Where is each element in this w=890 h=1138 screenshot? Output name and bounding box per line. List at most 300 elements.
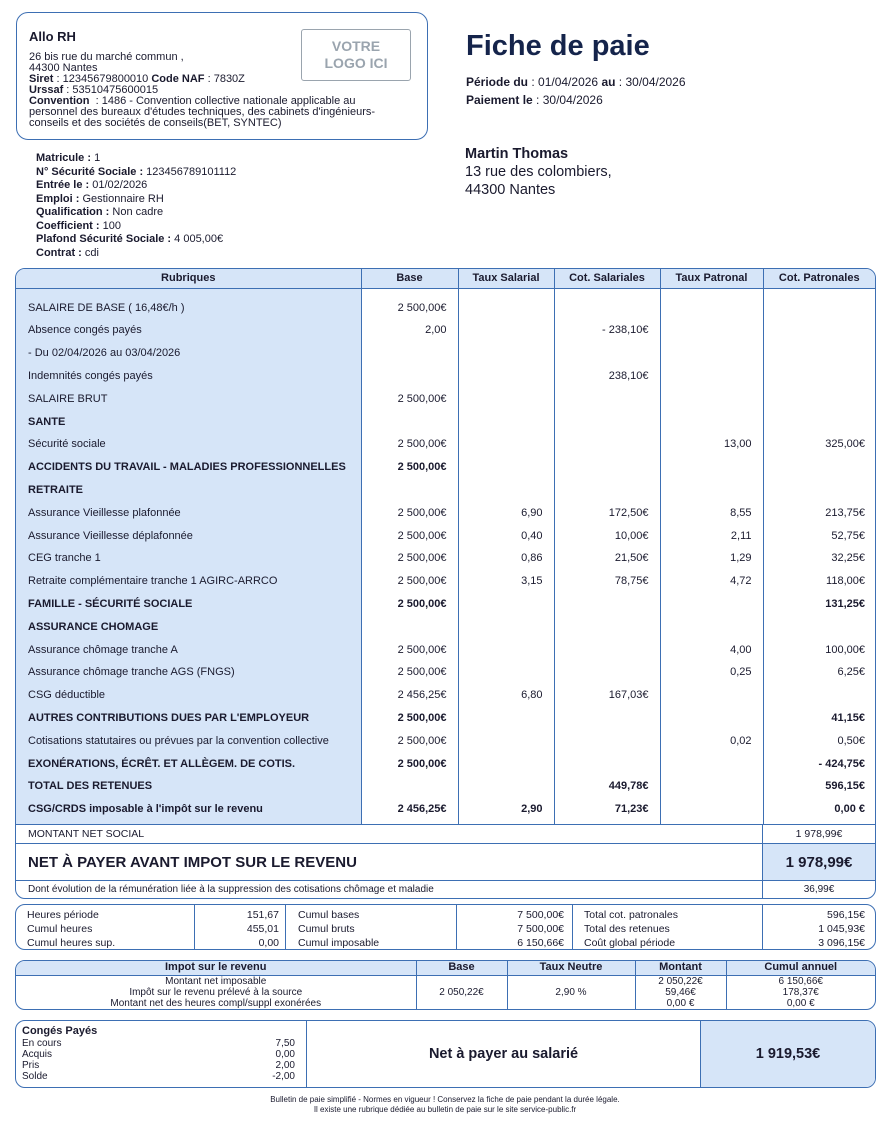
cumul-label: Cumul heures bbox=[27, 923, 93, 935]
net-pay-label: Net à payer au salarié bbox=[307, 1021, 701, 1087]
table-cell: 325,00€ bbox=[825, 438, 865, 451]
period-line: Période du : 01/04/2026 au : 30/04/2026 bbox=[466, 75, 686, 89]
recipient-street: 13 rue des colombiers, bbox=[465, 164, 612, 180]
logo-placeholder bbox=[301, 29, 411, 81]
income-tax-header-row bbox=[16, 961, 875, 975]
urssaf-label: Urssaf bbox=[29, 84, 64, 96]
cumul-label: Heures période bbox=[27, 909, 99, 921]
column-header: Taux Neutre bbox=[507, 961, 635, 975]
tax-amount: 0,00 € bbox=[666, 997, 695, 1009]
table-cell: 238,10€ bbox=[554, 365, 660, 388]
table-cell: 2 500,00€ bbox=[361, 638, 458, 661]
net-before-tax-value: 1 978,99€ bbox=[763, 844, 875, 880]
recipient-name: Martin Thomas bbox=[465, 146, 569, 162]
paid-leave-label: Pris bbox=[22, 1060, 40, 1071]
employer-convention: Convention : 1486 - Convention collective nationale applicable au personnel des bureaux d'études techniques, des cabinets d'ingénieurs-conseils et des sociétés de conseils(BET, SYNTEC) bbox=[29, 95, 376, 129]
employer-address-line1: 26 bis rue du marché commun , bbox=[29, 51, 184, 63]
tax-rate: 2,90 % bbox=[507, 975, 635, 1009]
net-social-value: 1 978,99€ bbox=[795, 827, 843, 840]
table-row bbox=[16, 479, 875, 502]
table-cell bbox=[763, 479, 875, 502]
employee-field-value: Non cadre bbox=[112, 206, 164, 218]
paid-leave-line bbox=[22, 1071, 295, 1082]
table-cell bbox=[763, 342, 875, 365]
table-row bbox=[16, 501, 875, 524]
table-cell: 2,11 bbox=[660, 524, 763, 547]
cumul-value: 596,15€ bbox=[827, 909, 865, 921]
rubrique-label: Cotisations statutaires ou prévues par la convention collective bbox=[16, 729, 361, 752]
employee-field-value: Gestionnaire RH bbox=[82, 192, 164, 205]
table-cell: 2,90 bbox=[458, 798, 554, 824]
paid-leave-value: -2,00 bbox=[272, 1071, 295, 1082]
table-cell bbox=[554, 387, 660, 410]
rubrique-label: Assurance Vieillesse déplafonnée bbox=[16, 524, 361, 547]
income-tax-row bbox=[16, 975, 875, 1009]
rubrique-label: Assurance chômage tranche A bbox=[16, 638, 361, 661]
rubrique-label: TOTAL DES RETENUES bbox=[16, 775, 361, 798]
cumul-value: 0,00 bbox=[258, 937, 279, 949]
table-cell: 78,75€ bbox=[554, 570, 660, 593]
cumul-label: Cumul heures sup. bbox=[27, 937, 116, 949]
column-header: Cumul annuel bbox=[726, 961, 875, 975]
table-cell: 1,29 bbox=[660, 547, 763, 570]
employee-field-label: Matricule bbox=[36, 152, 85, 164]
rubrique-label: Assurance Vieillesse plafonnée bbox=[16, 501, 361, 524]
employee-field-label: Plafond Sécurité Sociale bbox=[36, 233, 165, 245]
table-cell bbox=[458, 410, 554, 433]
table-cell: 596,15€ bbox=[825, 780, 865, 793]
paid-leave-line bbox=[22, 1038, 295, 1049]
table-cell bbox=[660, 288, 763, 319]
net-social-label: MONTANT NET SOCIAL bbox=[16, 825, 763, 843]
evolution-value: 36,99€ bbox=[803, 883, 835, 895]
table-row bbox=[16, 615, 875, 638]
table-row bbox=[16, 387, 875, 410]
cumul-value: 7 500,00€ bbox=[517, 923, 564, 935]
table-cell: 213,75€ bbox=[825, 506, 865, 519]
table-cell: 0,50€ bbox=[837, 734, 865, 747]
table-cell bbox=[458, 615, 554, 638]
table-row bbox=[16, 775, 875, 798]
paid-leave-label: Acquis bbox=[22, 1049, 53, 1060]
table-cell bbox=[361, 775, 458, 798]
cumul-label: Coût global période bbox=[584, 937, 676, 949]
table-row bbox=[16, 365, 875, 388]
employer-siret-line: Siret : 12345679800010 Code NAF : 7830Z bbox=[29, 73, 245, 85]
rubrique-label: ACCIDENTS DU TRAVAIL - MALADIES PROFESSIONNELLES bbox=[16, 456, 361, 479]
totals-labels bbox=[573, 905, 763, 949]
table-cell bbox=[554, 729, 660, 752]
income-tax-box bbox=[15, 960, 876, 1010]
page-title: Fiche de paie bbox=[466, 30, 650, 62]
rubrique-label: SALAIRE BRUT bbox=[16, 387, 361, 410]
table-cell bbox=[660, 593, 763, 616]
bases-labels bbox=[286, 905, 457, 949]
employee-field-value: 1 bbox=[94, 152, 101, 164]
paid-leave-value: 2,00 bbox=[275, 1060, 295, 1071]
tax-base: 2 050,22€ bbox=[416, 975, 507, 1009]
table-cell: - 238,10€ bbox=[554, 319, 660, 342]
table-cell: 0,00 € bbox=[834, 803, 865, 816]
table-cell bbox=[458, 775, 554, 798]
tax-annual-value: 0,00 € bbox=[786, 997, 815, 1009]
payment-label: Paiement le bbox=[466, 93, 533, 107]
employee-field-value: 4 005,00€ bbox=[174, 233, 224, 245]
totals-values bbox=[763, 905, 875, 949]
recipient-address bbox=[465, 145, 612, 199]
employee-field-label: Entrée le bbox=[36, 179, 83, 191]
paid-leave-value: 7,50 bbox=[275, 1038, 295, 1049]
table-cell: 0,02 bbox=[660, 729, 763, 752]
table-cell bbox=[458, 707, 554, 730]
table-row bbox=[16, 456, 875, 479]
table-cell bbox=[763, 615, 875, 638]
tax-annual-value: 178,37€ bbox=[782, 986, 819, 998]
period-end: 30/04/2026 bbox=[625, 75, 686, 89]
employee-field-label: Contrat bbox=[36, 246, 76, 259]
table-cell bbox=[361, 615, 458, 638]
employee-field-value: cdi bbox=[84, 246, 99, 259]
table-cell bbox=[660, 798, 763, 824]
table-cell: 172,50€ bbox=[554, 501, 660, 524]
table-cell: 41,15€ bbox=[831, 711, 865, 724]
period-to-label: au bbox=[601, 75, 616, 89]
net-social-row bbox=[16, 824, 875, 843]
column-header: Montant bbox=[635, 961, 726, 975]
footer-line2: Il existe une rubrique dédiée au bulletin de paie sur le site service-public.fr bbox=[313, 1104, 577, 1114]
table-row bbox=[16, 638, 875, 661]
table-cell bbox=[660, 684, 763, 707]
table-cell bbox=[458, 387, 554, 410]
table-row bbox=[16, 524, 875, 547]
table-row bbox=[16, 410, 875, 433]
table-cell bbox=[458, 729, 554, 752]
rubrique-label: EXONÉRATIONS, ÉCRÊT. ET ALLÈGEM. DE COTIS. bbox=[16, 752, 361, 775]
column-header: Impot sur le revenu bbox=[16, 961, 416, 975]
rubrique-label: Sécurité sociale bbox=[16, 433, 361, 456]
table-cell bbox=[660, 387, 763, 410]
cumul-label: Cumul bruts bbox=[298, 923, 355, 935]
table-cell: 6,80 bbox=[458, 684, 554, 707]
table-cell: 32,25€ bbox=[831, 552, 865, 565]
employee-field: Coefficient : 100 bbox=[36, 219, 121, 232]
table-cell: 2,00 bbox=[361, 319, 458, 342]
siret-value: 12345679800010 bbox=[62, 73, 149, 85]
table-row bbox=[16, 593, 875, 616]
table-row bbox=[16, 342, 875, 365]
employee-field: Entrée le : 01/02/2026 bbox=[36, 179, 148, 191]
paid-leave-line bbox=[22, 1060, 295, 1071]
table-cell: 71,23€ bbox=[554, 798, 660, 824]
table-cell: 2 500,00€ bbox=[361, 570, 458, 593]
employee-info bbox=[36, 152, 236, 260]
period-start: 01/04/2026 bbox=[538, 75, 599, 89]
table-cell: 2 500,00€ bbox=[361, 288, 458, 319]
table-cell: 2 500,00€ bbox=[361, 752, 458, 775]
naf-value: 7830Z bbox=[213, 73, 245, 85]
table-cell: 4,00 bbox=[660, 638, 763, 661]
table-cell bbox=[554, 410, 660, 433]
cumul-value: 455,01 bbox=[246, 923, 279, 935]
evolution-row bbox=[16, 880, 875, 898]
payment-date: 30/04/2026 bbox=[542, 93, 603, 107]
income-tax-labels bbox=[16, 975, 416, 1009]
rubrique-label: Indemnités congés payés bbox=[16, 365, 361, 388]
table-cell: 2 500,00€ bbox=[361, 501, 458, 524]
convention-value: 1486 - Convention collective nationale applicable au personnel des bureaux d'études techniques, des cabinets d'ingénieurs-conseils et des sociétés de conseils(BET, SYNTEC) bbox=[29, 95, 376, 129]
urssaf-value: 53510475600015 bbox=[72, 84, 159, 96]
cumul-value: 1 045,93€ bbox=[818, 923, 865, 935]
table-cell: 0,86 bbox=[458, 547, 554, 570]
table-cell: 2 500,00€ bbox=[361, 547, 458, 570]
table-cell bbox=[458, 319, 554, 342]
paid-leave-value: 0,00 bbox=[275, 1049, 295, 1060]
net-before-tax-row bbox=[16, 843, 875, 880]
column-header: Cot. Salariales bbox=[554, 269, 660, 288]
cumul-label: Cumul bases bbox=[298, 909, 360, 921]
rubrique-label: ASSURANCE CHOMAGE bbox=[16, 615, 361, 638]
logo-line2: LOGO ICI bbox=[324, 55, 388, 71]
table-row bbox=[16, 684, 875, 707]
table-cell bbox=[660, 456, 763, 479]
table-cell bbox=[458, 433, 554, 456]
table-cell bbox=[361, 479, 458, 502]
table-cell bbox=[361, 410, 458, 433]
footer-line1: Bulletin de paie simplifié - Normes en vigueur ! Conservez la fiche de paie pendant la durée légale. bbox=[270, 1095, 620, 1104]
column-header: Taux Patronal bbox=[660, 269, 763, 288]
employer-box bbox=[16, 12, 428, 140]
naf-label: Code NAF bbox=[151, 73, 205, 85]
table-cell bbox=[554, 752, 660, 775]
table-cell bbox=[554, 433, 660, 456]
rubrique-label: CSG/CRDS imposable à l'impôt sur le revenu bbox=[16, 798, 361, 824]
table-row bbox=[16, 752, 875, 775]
table-row bbox=[16, 661, 875, 684]
table-cell: 52,75€ bbox=[831, 529, 865, 542]
rubrique-label: RETRAITE bbox=[16, 479, 361, 502]
column-header: Taux Salarial bbox=[458, 269, 554, 288]
convention-label: Convention bbox=[29, 95, 90, 107]
table-cell: 2 500,00€ bbox=[361, 387, 458, 410]
period-label: Période du bbox=[466, 75, 529, 89]
rubrique-label: AUTRES CONTRIBUTIONS DUES PAR L'EMPLOYEUR bbox=[16, 707, 361, 730]
table-cell: 2 500,00€ bbox=[361, 456, 458, 479]
table-cell bbox=[660, 319, 763, 342]
table-cell bbox=[763, 319, 875, 342]
employee-field-value: 123456789101112 bbox=[146, 165, 237, 178]
table-cell: 2 500,00€ bbox=[361, 433, 458, 456]
table-cell: 10,00€ bbox=[554, 524, 660, 547]
table-cell: 118,00€ bbox=[826, 575, 865, 588]
payment-line: Paiement le : 30/04/2026 bbox=[466, 93, 603, 107]
rubrique-label: Assurance chômage tranche AGS (FNGS) bbox=[16, 661, 361, 684]
table-cell bbox=[458, 638, 554, 661]
paid-leave-summary bbox=[16, 1021, 307, 1087]
hours-labels bbox=[16, 905, 195, 949]
table-cell bbox=[458, 342, 554, 365]
cumul-label: Total des retenues bbox=[584, 923, 670, 935]
table-cell bbox=[458, 365, 554, 388]
table-cell: 8,55 bbox=[660, 501, 763, 524]
table-cell: 2 500,00€ bbox=[361, 593, 458, 616]
table-cell bbox=[763, 456, 875, 479]
table-row bbox=[16, 547, 875, 570]
table-cell: 2 500,00€ bbox=[361, 661, 458, 684]
table-cell: 6,90 bbox=[458, 501, 554, 524]
footer-note bbox=[0, 1095, 890, 1114]
column-header: Base bbox=[416, 961, 507, 975]
table-cell bbox=[660, 752, 763, 775]
tax-amount: 59,46€ bbox=[665, 986, 696, 998]
column-header: Rubriques bbox=[16, 269, 361, 288]
table-cell: 2 500,00€ bbox=[361, 524, 458, 547]
table-cell: 2 456,25€ bbox=[361, 798, 458, 824]
table-cell: 167,03€ bbox=[554, 684, 660, 707]
table-cell bbox=[458, 661, 554, 684]
employee-field: Plafond Sécurité Sociale : 4 005,00€ bbox=[36, 233, 224, 245]
net-pay-value: 1 919,53€ bbox=[701, 1021, 875, 1087]
cumul-value: 7 500,00€ bbox=[517, 909, 564, 921]
net-before-tax-label: NET À PAYER AVANT IMPOT SUR LE REVENU bbox=[16, 844, 763, 880]
table-cell bbox=[554, 342, 660, 365]
table-cell bbox=[763, 365, 875, 388]
employer-name: Allo RH bbox=[29, 29, 76, 44]
table-cell bbox=[458, 593, 554, 616]
employer-urssaf-line: Urssaf : 53510475600015 bbox=[29, 84, 159, 96]
paid-leave-line bbox=[22, 1049, 295, 1060]
table-cell bbox=[458, 456, 554, 479]
table-cell bbox=[458, 288, 554, 319]
evolution-label: Dont évolution de la rémunération liée à la suppression des cotisations chômage et maladie bbox=[16, 881, 763, 898]
table-cell: 13,00 bbox=[660, 433, 763, 456]
table-cell: 21,50€ bbox=[554, 547, 660, 570]
table-cell bbox=[660, 707, 763, 730]
table-row bbox=[16, 433, 875, 456]
column-header: Base bbox=[361, 269, 458, 288]
rubrique-label: CSG déductible bbox=[16, 684, 361, 707]
employee-field-label: Coefficient bbox=[36, 219, 93, 232]
table-cell: 131,25€ bbox=[825, 597, 865, 610]
employee-field-label: Emploi bbox=[36, 192, 73, 205]
income-tax-table bbox=[16, 961, 875, 1009]
table-cell: 2 500,00€ bbox=[361, 729, 458, 752]
table-cell bbox=[554, 615, 660, 638]
table-cell: 0,25 bbox=[660, 661, 763, 684]
employee-field-value: 100 bbox=[102, 219, 121, 232]
tax-annual bbox=[726, 975, 875, 1009]
bases-values bbox=[457, 905, 573, 949]
table-cell bbox=[763, 410, 875, 433]
cumul-value: 151,67 bbox=[246, 909, 279, 921]
tax-line-label: Impôt sur le revenu prélevé à la source bbox=[129, 986, 303, 998]
rubrique-label: SANTE bbox=[16, 410, 361, 433]
employee-field: Qualification : Non cadre bbox=[36, 206, 164, 218]
table-cell: 449,78€ bbox=[554, 775, 660, 798]
paid-leave-title: Congés Payés bbox=[22, 1025, 98, 1037]
table-cell bbox=[660, 479, 763, 502]
cumul-value: 6 150,66€ bbox=[517, 937, 564, 949]
table-cell: 3,15 bbox=[458, 570, 554, 593]
table-cell bbox=[361, 365, 458, 388]
employee-field: N° Sécurité Sociale : 123456789101112 bbox=[36, 165, 237, 178]
table-cell bbox=[554, 456, 660, 479]
table-cell: 2 456,25€ bbox=[361, 684, 458, 707]
table-cell: 4,72 bbox=[660, 570, 763, 593]
employer-address-line2: 44300 Nantes bbox=[29, 62, 98, 74]
rubrique-label: SALAIRE DE BASE ( 16,48€/h ) bbox=[16, 288, 361, 319]
table-cell bbox=[763, 387, 875, 410]
table-cell bbox=[554, 707, 660, 730]
table-cell bbox=[763, 684, 875, 707]
table-cell bbox=[660, 775, 763, 798]
table-row bbox=[16, 707, 875, 730]
payslip-table bbox=[15, 268, 876, 899]
employee-field: Contrat : cdi bbox=[36, 246, 99, 259]
table-cell bbox=[660, 365, 763, 388]
table-cell bbox=[554, 661, 660, 684]
table-body bbox=[16, 288, 875, 824]
table-cell bbox=[763, 288, 875, 319]
table-cell bbox=[660, 410, 763, 433]
contributions-table bbox=[16, 269, 875, 824]
table-cell: 100,00€ bbox=[825, 643, 865, 656]
logo-line1: VOTRE bbox=[331, 38, 381, 54]
employee-field-value: 01/02/2026 bbox=[92, 179, 148, 191]
cumul-label: Cumul imposable bbox=[298, 937, 380, 949]
table-cell bbox=[554, 479, 660, 502]
tax-annual-value: 6 150,66€ bbox=[778, 975, 823, 987]
cumul-label: Total cot. patronales bbox=[584, 909, 678, 921]
employee-field-label: Qualification bbox=[36, 206, 103, 218]
rubrique-label: CEG tranche 1 bbox=[16, 547, 361, 570]
table-cell bbox=[458, 479, 554, 502]
table-cell: 0,40 bbox=[458, 524, 554, 547]
rubrique-label: Retraite complémentaire tranche 1 AGIRC-ARRCO bbox=[16, 570, 361, 593]
table-row bbox=[16, 798, 875, 824]
paid-leave-box bbox=[15, 1020, 876, 1088]
tax-line-label: Montant net imposable bbox=[165, 975, 267, 987]
rubrique-label: FAMILLE - SÉCURITÉ SOCIALE bbox=[16, 593, 361, 616]
table-cell bbox=[458, 752, 554, 775]
cumuls-box bbox=[15, 904, 876, 950]
period-block bbox=[466, 73, 686, 109]
employee-field: Matricule : 1 bbox=[36, 152, 101, 164]
table-header-row bbox=[16, 269, 875, 288]
tax-amounts bbox=[635, 975, 726, 1009]
table-row bbox=[16, 319, 875, 342]
table-cell bbox=[361, 342, 458, 365]
table-cell bbox=[554, 288, 660, 319]
paid-leave-label: Solde bbox=[22, 1071, 48, 1082]
employee-field: Emploi : Gestionnaire RH bbox=[36, 192, 164, 205]
table-cell: 2 500,00€ bbox=[361, 707, 458, 730]
hours-values bbox=[195, 905, 286, 949]
table-cell bbox=[660, 342, 763, 365]
employee-field-label: N° Sécurité Sociale bbox=[36, 165, 137, 178]
paid-leave-label: En cours bbox=[22, 1038, 62, 1049]
table-cell bbox=[554, 638, 660, 661]
rubrique-label: Absence congés payés bbox=[16, 319, 361, 342]
tax-amount: 2 050,22€ bbox=[658, 975, 703, 987]
tax-line-label: Montant net des heures compl/suppl exonérées bbox=[110, 997, 322, 1009]
table-row bbox=[16, 729, 875, 752]
table-cell bbox=[660, 615, 763, 638]
cumul-value: 3 096,15€ bbox=[818, 937, 865, 949]
table-row bbox=[16, 288, 875, 319]
table-cell: 6,25€ bbox=[837, 666, 865, 679]
rubrique-label: - Du 02/04/2026 au 03/04/2026 bbox=[16, 342, 361, 365]
siret-label: Siret bbox=[29, 73, 54, 85]
